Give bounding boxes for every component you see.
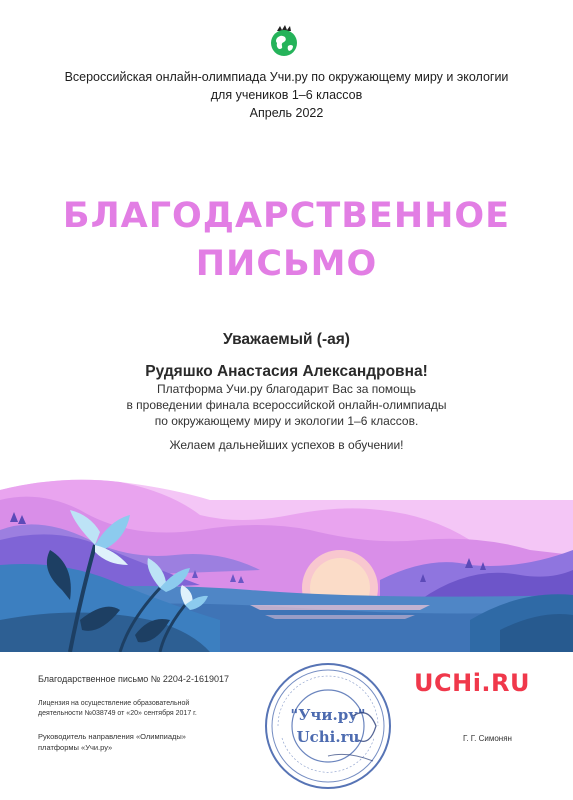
- director-line-2: платформы «Учи.ру»: [38, 743, 113, 752]
- license-info: [38, 699, 197, 719]
- olympiad-header: [0, 68, 573, 122]
- header-line-2: для учеников 1–6 классов: [210, 88, 363, 102]
- body-line-2: в проведении финала всероссийской онлайн-олимпиады: [126, 398, 447, 412]
- title-line-2: ПИСЬМО: [195, 244, 378, 284]
- greeting: [0, 324, 573, 388]
- license-line-2: деятельности №038749 от «20» сентября 2017 г.: [38, 710, 197, 717]
- wish-text: Желаем дальнейших успехов в обучении!: [169, 438, 404, 452]
- header-line-1: Всероссийская онлайн-олимпиада Учи.ру по окружающему миру и экологии: [64, 70, 509, 84]
- seal-stamp-icon: [258, 656, 398, 796]
- body-line-3: по окружающему миру и экологии 1–6 классов.: [154, 414, 419, 428]
- globe-logo-icon: [266, 22, 302, 58]
- license-line-1: Лицензия на осуществление образовательной: [38, 700, 190, 707]
- uchi-ru-brand-logo: UCHi.RU: [414, 669, 530, 697]
- title-line-1: БЛАГОДАРСТВЕННОЕ: [62, 196, 511, 236]
- certificate-number: Благодарственное письмо № 2204-2-1619017: [38, 674, 229, 684]
- director-line-1: Руководитель направления «Олимпиады»: [38, 732, 186, 741]
- salutation: Уважаемый (-ая): [223, 331, 350, 348]
- director-title: [38, 731, 186, 753]
- recipient-name: Рудяшко Анастасия Александровна!: [145, 363, 428, 380]
- document-title: [0, 192, 573, 288]
- signer-name: Г. Г. Симонян: [463, 734, 512, 743]
- stamp-text-bottom: Uchi.ru: [296, 728, 360, 746]
- thanks-paragraph: [0, 381, 573, 429]
- landscape-illustration: [0, 470, 573, 652]
- header-date: Апрель 2022: [249, 106, 324, 120]
- body-line-1: Платформа Учи.ру благодарит Вас за помощь: [157, 382, 416, 396]
- stamp-text-top: "Учи.ру": [290, 706, 366, 724]
